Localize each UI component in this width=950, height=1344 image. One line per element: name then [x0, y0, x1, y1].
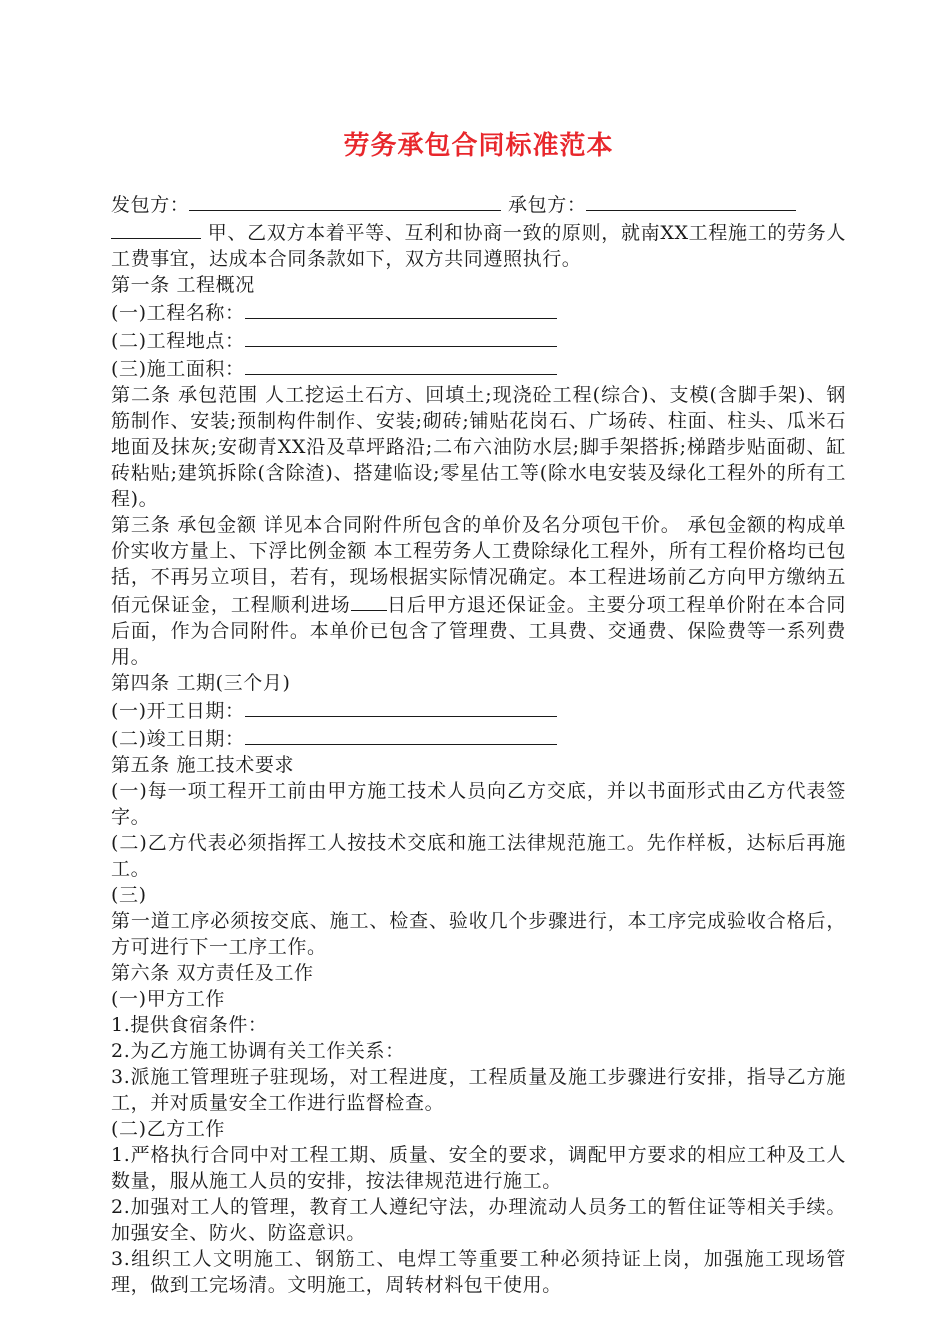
intro-paragraph	[111, 218, 846, 272]
party-b-item2: 2.加强对工人的管理，教育工人遵纪守法，办理流动人员务工的暂住证等相关手续。加强安全、防火、防盗意识。	[111, 1196, 846, 1244]
start-date-line	[111, 696, 846, 724]
project-name-label: (一)工程名称：	[111, 302, 245, 324]
project-location-blank[interactable]	[245, 326, 557, 347]
party-b-heading: (二)乙方工作	[111, 1118, 226, 1140]
art5-item3-text: 第一道工序必须按交底、施工、检查、验收几个步骤进行，本工序完成验收合格后，方可进行下一工序工作。	[111, 910, 846, 958]
employer-label: 发包方：	[111, 194, 190, 216]
art6-heading: 第六条 双方责任及工作	[111, 962, 314, 984]
party-a-item1: 1.提供食宿条件：	[111, 1014, 268, 1036]
art4-heading: 第四条 工期(三个月)	[111, 672, 291, 694]
party-a-heading: (一)甲方工作	[111, 988, 226, 1010]
project-name-blank[interactable]	[245, 298, 557, 319]
art2-paragraph: 第二条 承包范围 人工挖运土石方、回填土;现浇砼工程(综合)、支模(含脚手架)、钢筋制作、安装;预制构件制作、安装;砌砖;铺贴花岗石、广场砖、柱面、柱头、瓜米石地面及抹灰;安砌青XX沿及草坪路沿;二布六油防水层;脚手架搭拆;梯踏步贴面砌、缸砖粘贴;建筑拆除(含除渣)、搭建临设;零星估工等(除水电安装及绿化工程外的所有工程)。	[111, 384, 846, 510]
party-b-item1: 1.严格执行合同中对工程工期、质量、安全的要求，调配甲方要求的相应工种及工人数量，服从施工人员的安排，按法律规范进行施工。	[111, 1144, 846, 1192]
start-date-blank[interactable]	[245, 696, 557, 717]
contractor-blank-cont[interactable]	[111, 218, 201, 239]
project-name-line	[111, 298, 846, 326]
entry-days-blank[interactable]	[351, 590, 387, 611]
party-a-item2: 2.为乙方施工协调有关工作关系：	[111, 1040, 405, 1062]
art3-text-b: 日后甲方退还保证金。主要分项工程单价附在本合同后面，作为合同附件。本单价已包含了管理费、工具费、交通费、保险费等一系列费用。	[111, 594, 846, 668]
art3-paragraph	[111, 512, 846, 670]
party-b-item3: 3.组织工人文明施工、钢筋工、电焊工等重要工种必须持证上岗，加强施工现场管理，做到工完场清。文明施工，周转材料包干使用。	[111, 1248, 846, 1296]
end-date-label: (二)竣工日期：	[111, 728, 245, 750]
employer-blank[interactable]	[189, 190, 501, 211]
end-date-blank[interactable]	[245, 724, 557, 745]
contractor-label: 承包方：	[508, 194, 587, 216]
art5-item2: (二)乙方代表必须指挥工人按技术交底和施工法律规范施工。先作样板，达标后再施工。	[111, 832, 846, 880]
intro-text: 甲、乙双方本着平等、互利和协商一致的原则，就南XX工程施工的劳务人工费事宜，达成本合同条款如下，双方共同遵照执行。	[111, 222, 846, 270]
project-area-label: (三)施工面积：	[111, 358, 245, 380]
contract-body	[111, 190, 846, 1298]
party-line	[111, 190, 846, 218]
end-date-line	[111, 724, 846, 752]
art5-item3-label: (三)	[111, 884, 147, 906]
project-area-blank[interactable]	[245, 354, 557, 375]
project-location-line	[111, 326, 846, 354]
project-area-line	[111, 354, 846, 382]
contractor-blank[interactable]	[586, 190, 796, 211]
document-page	[111, 128, 846, 1298]
art5-item1: (一)每一项工程开工前由甲方施工技术人员向乙方交底，并以书面形式由乙方代表签字。	[111, 780, 846, 828]
document-title: 劳务承包合同标准范本	[343, 131, 614, 161]
art1-heading: 第一条 工程概况	[111, 274, 255, 296]
project-location-label: (二)工程地点：	[111, 330, 245, 352]
art3-text-a: 第三条 承包金额 详见本合同附件所包含的单价及名分项包干价。 承包金额的构成单价实收方量上、下浮比例金额 本工程劳务人工费除绿化工程外，所有工程价格均已包括，不再另立项目，若有，现场根据实际情况确定。本工程进场前乙方向甲方缴纳五佰元保证金，工程顺利进场	[111, 514, 846, 616]
start-date-label: (一)开工日期：	[111, 700, 245, 722]
party-a-item3: 3.派施工管理班子驻现场，对工程进度，工程质量及施工步骤进行安排，指导乙方施工，并对质量安全工作进行监督检查。	[111, 1066, 846, 1114]
art5-heading: 第五条 施工技术要求	[111, 754, 295, 776]
